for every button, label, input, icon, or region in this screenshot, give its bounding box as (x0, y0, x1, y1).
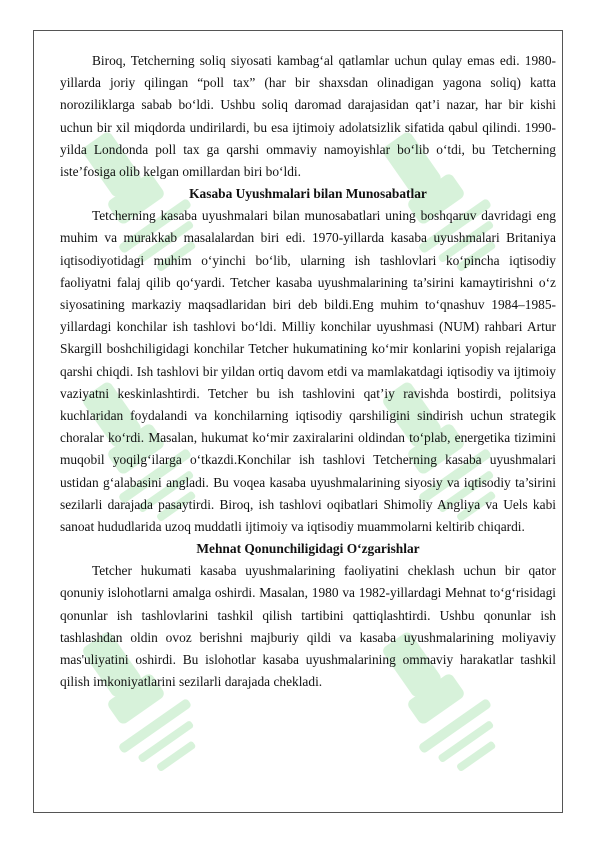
section-heading-labor-law: Mehnat Qonunchiligidagi O‘zgarishlar (196, 541, 420, 557)
paragraph-poll-tax: Biroq, Tetcherning soliq siyosati kambag‘al qatlamlar uchun qulay emas edi. 1980-yillarda joriy qilingan “poll tax” (har bir shaxsdan olinadigan yagona soliq) katta noroziliklarga sabab bo‘ldi. Ushbu soliq daromad darajasidan qat’i nazar, har bir kishi uchun bir xil miqdorda undirilardi, bu esa ijtimoiy adolatsizlik sifatida qabul qilindi. 1990-yilda Londonda poll tax ga qarshi ommaviy namoyishlar bo‘lib o‘tdi, bu Tetcherning iste’fosiga olib kelgan omillardan biri bo‘ldi. (60, 53, 556, 180)
paragraph-trade-unions: Tetcherning kasaba uyushmalari bilan munosabatlari uning boshqaruv davridagi eng muhim va murakkab masalalardan biri edi. 1970-yillarda kasaba uyushmalari Britaniya iqtisodiyotidagi muhim o‘yinchi bo‘lib, ularning ish tashlovlari ko‘pincha iqtisodiy faoliyatni falaj qilib qo‘yardi. Tetcher kasaba uyushmalarining ta’sirini kamaytirishni o‘z siyosatining markaziy maqsadlaridan biri deb bildi.Eng muhim to‘qnashuv 1984–1985-yillardagi konchilar ish tashlovi bo‘ldi. Milliy konchilar uyushmasi (NUM) rahbari Artur Skargill boshchiligidagi konchilar Tetcher hukumatining ko‘mir konlarini yopish rejalariga qarshi chiqdi. Ish tashlovi bir yildan ortiq davom etdi va mamlakatdagi iqtisodiy va ijtimoiy vaziyatni keskinlashtirdi. Tetcher bu ish tashlovini qat’iy ravishda bostirdi, politsiya kuchlaridan foydalandi va konchilarning iqtisodiy qarshiligini sindirish uchun strategik choralar ko‘rdi. Masalan, hukumat ko‘mir zaxiralarini oldindan to‘plab, energetika tizimini muqobil yoqilg‘ilarga o‘tkazdi.Konchilar ish tashlovi Tetcherning kasaba uyushmalari ustidan g‘alabasini angladi. Bu voqea kasaba uyushmalarining siyosiy va iqtisodiy ta’sirini sezilarli darajada pasaytirdi. Biroq, ish tashlovi oqibatlari Shimoliy Angliya va Uels kabi sanoat hududlarida uzoq muddatli ijtimoiy va iqtisodiy muammolarni keltirib chiqardi. (60, 208, 556, 535)
paragraph-labor-law: Tetcher hukumati kasaba uyushmalarining faoliyatini cheklash uchun bir qator qonuniy islohotlarni amalga oshirdi. Masalan, 1980 va 1982-yillardagi Mehnat to‘g‘risidagi qonunlar ish tashlovlarini tashkil qilish tartibini qattiqlashtirdi. Ushbu qonunlar ish tashlashdan oldin ovoz berishni majburiy qildi va kasaba uyushmalarining moliyaviy mas'uliyatini oshirdi. Bu islohotlar kasaba uyushmalarining ommaviy harakatlar tashkil qilish imkoniyatlarini sezilarli darajada chekladi. (60, 563, 556, 690)
section-heading-trade-unions: Kasaba Uyushmalari bilan Munosabatlar (189, 186, 427, 202)
document-body (60, 50, 556, 693)
